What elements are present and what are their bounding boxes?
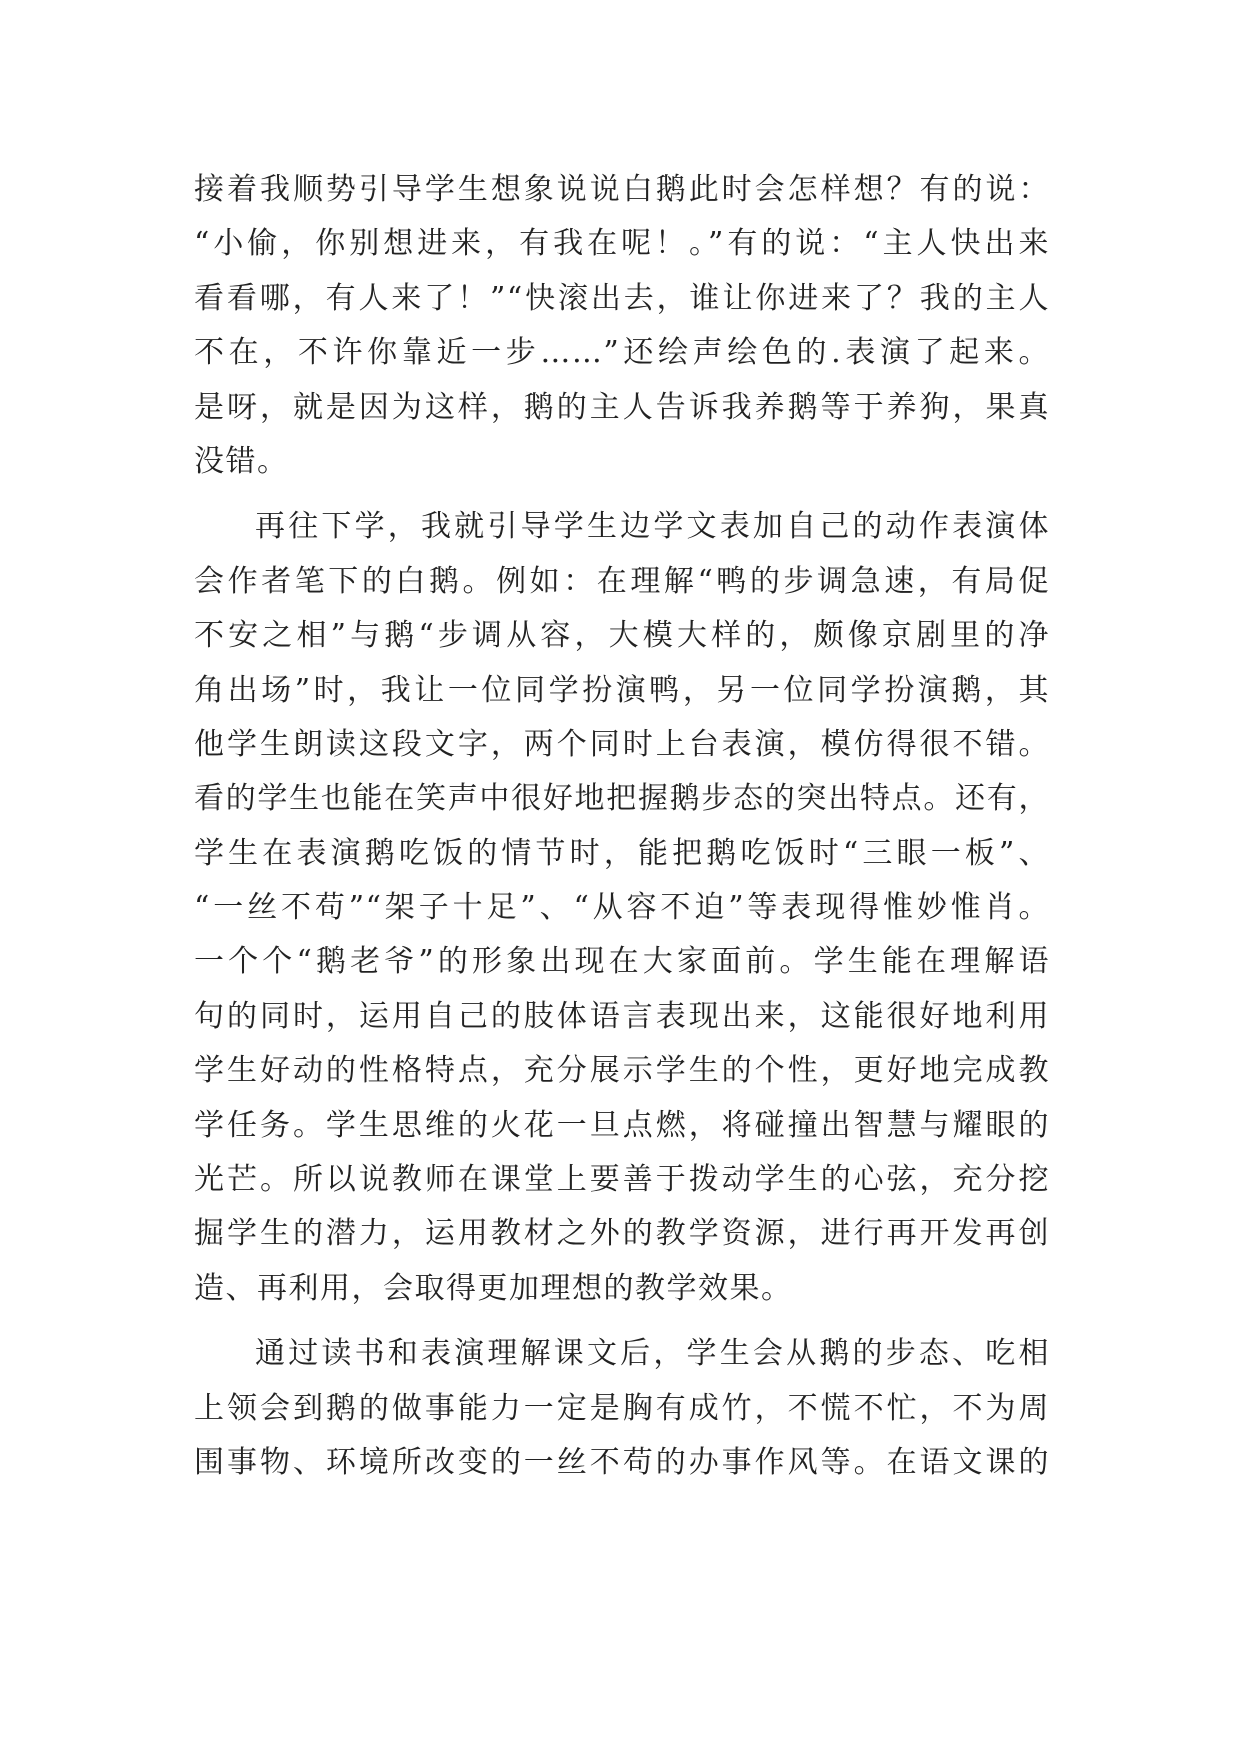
text-line: 他学生朗读这段文字，两个同时上台表演，模仿得很不错。 (194, 726, 1050, 762)
text-line: “小偷，你别想进来，有我在呢！。”有的说：“主人快出来 (194, 226, 1050, 262)
text-line: 接着我顺势引导学生想象说说白鹅此时会怎样想？有的说： (194, 172, 1050, 207)
text-line: 通过读书和表演理解课文后，学生会从鹅的步态、吃相 (255, 1336, 1050, 1372)
paragraph-gap (194, 489, 1050, 500)
text-line: “一丝不苟”“架子十足”、“从容不迫”等表现得惟妙惟肖。 (194, 890, 1050, 926)
text-line: 学任务。学生思维的火花一旦点燃，将碰撞出智慧与耀眼的 (194, 1107, 1050, 1143)
text-line: 看看哪，有人来了！”“快滚出去，谁让你进来了？我的主人 (194, 280, 1050, 316)
text-line: 没错。 (194, 443, 289, 479)
text-line: 是呀，就是因为这样，鹅的主人告诉我养鹅等于养狗，果真 (194, 389, 1050, 425)
text-line: 会作者笔下的白鹅。例如：在理解“鸭的步调急速，有局促 (194, 563, 1050, 599)
paragraph-gap (194, 1316, 1050, 1327)
text-line: 看的学生也能在笑声中很好地把握鹅步态的突出特点。还有， (194, 781, 1050, 817)
text-line: 光芒。所以说教师在课堂上要善于拨动学生的心弦，充分挖 (194, 1162, 1050, 1198)
paragraph-2 (194, 500, 1050, 1316)
text-line: 不在，不许你靠近一步……”还绘声绘色的.表演了起来。 (194, 335, 1050, 371)
text-line: 学生在表演鹅吃饭的情节时，能把鹅吃饭时“三眼一板”、 (194, 835, 1050, 871)
text-line: 学生好动的性格特点，充分展示学生的个性，更好地完成教 (194, 1053, 1050, 1089)
paragraph-1 (194, 163, 1050, 489)
text-line: 再往下学，我就引导学生边学文表加自己的动作表演体 (255, 509, 1050, 545)
text-line: 掘学生的潜力，运用教材之外的教学资源，进行再开发再创 (194, 1216, 1050, 1252)
text-line: 造、再利用，会取得更加理想的教学效果。 (194, 1270, 793, 1306)
text-line: 不安之相”与鹅“步调从容，大模大样的，颇像京剧里的净 (194, 618, 1050, 654)
body-text (194, 163, 1050, 1490)
text-line: 句的同时，运用自己的肢体语言表现出来，这能很好地利用 (194, 998, 1050, 1034)
text-line: 上领会到鹅的做事能力一定是胸有成竹，不慌不忙，不为周 (194, 1390, 1050, 1426)
text-line: 一个个“鹅老爷”的形象出现在大家面前。学生能在理解语 (194, 944, 1050, 980)
text-line: 角出场”时，我让一位同学扮演鸭，另一位同学扮演鹅，其 (194, 672, 1050, 708)
paragraph-3 (194, 1327, 1050, 1490)
text-line: 围事物、环境所改变的一丝不苟的办事作风等。在语文课的 (194, 1444, 1050, 1480)
